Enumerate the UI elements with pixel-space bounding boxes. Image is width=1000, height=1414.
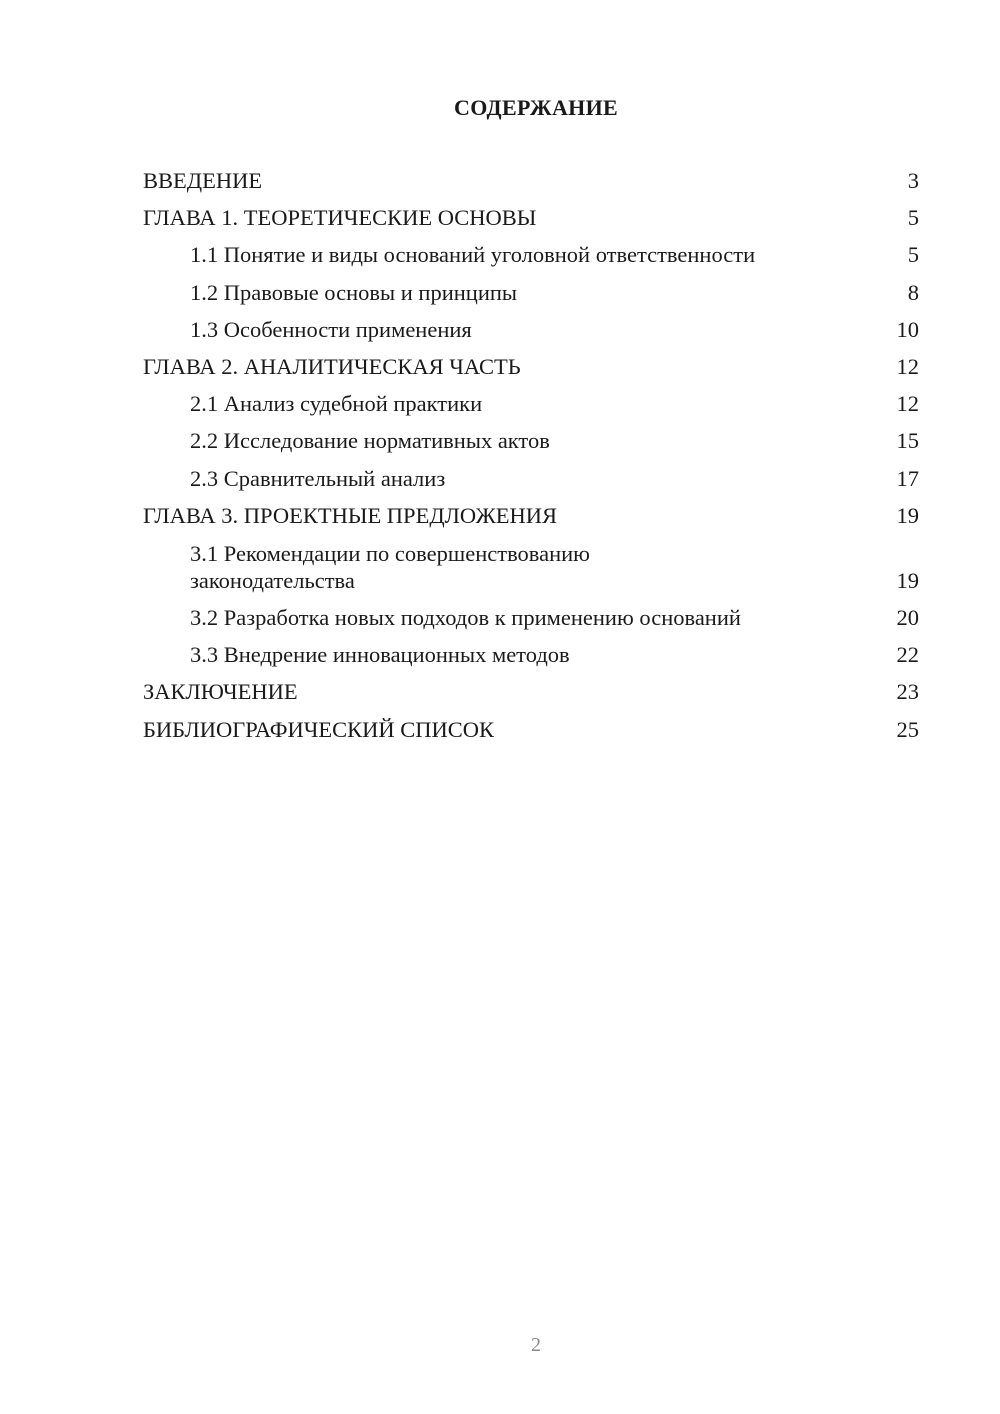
toc-entry-label: 3.2 Разработка новых подходов к применению оснований [190,605,741,631]
toc-entry-label: 2.1 Анализ судебной практики [190,391,483,417]
toc-entry-label: БИБЛИОГРАФИЧЕСКИЙ СПИСОК [143,716,495,742]
toc-entry-section-1-2 [143,280,919,306]
toc-entry-page: 19 [896,502,919,528]
toc-entry-page: 3 [907,168,919,193]
toc-entry-chapter-1 [143,205,919,231]
toc-entry-section-3-3 [143,642,919,668]
toc-entry-section-1-3 [143,317,919,343]
table-of-contents [143,168,919,754]
toc-entry-chapter-3 [143,503,919,529]
toc-entry-page: 5 [907,242,919,268]
toc-entry-bibliography [143,717,919,743]
toc-entry-page: 25 [896,716,919,742]
toc-entry-chapter-2 [143,354,919,380]
toc-entry-page: 5 [907,205,919,231]
toc-entry-page: 15 [896,428,919,454]
toc-entry-conclusion [143,679,919,705]
toc-entry-label: ВВЕДЕНИЕ [143,168,263,193]
page-number: 2 [531,1334,541,1356]
toc-entry-page: 20 [896,605,919,631]
toc-entry-label: 3.3 Внедрение инновационных методов [190,642,570,668]
toc-entry-label: 3.1 Рекомендации по совершенствованию законодательства [190,540,590,593]
toc-entry-label: 2.3 Сравнительный анализ [190,465,446,491]
toc-entry-page: 17 [896,465,919,491]
toc-entry-section-3-2 [143,605,919,631]
toc-entry-label: ГЛАВА 2. АНАЛИТИЧЕСКАЯ ЧАСТЬ [143,353,521,379]
toc-entry-page: 19 [896,567,919,593]
toc-entry-section-1-1 [143,242,919,268]
toc-entry-page: 12 [896,391,919,417]
toc-entry-page: 8 [907,279,919,305]
toc-entry-section-2-2 [143,428,919,454]
toc-entry-page: 22 [896,642,919,668]
toc-entry-introduction [143,168,919,194]
toc-entry-label: 1.1 Понятие и виды оснований уголовной ответственности [190,242,756,268]
toc-entry-page: 23 [896,679,919,705]
toc-entry-label: 2.2 Исследование нормативных актов [190,428,550,454]
toc-entry-label: ГЛАВА 1. ТЕОРЕТИЧЕСКИЕ ОСНОВЫ [143,205,537,231]
toc-entry-page: 10 [896,316,919,342]
toc-entry-section-2-1 [143,391,919,417]
toc-entry-section-3-1 [143,540,919,594]
toc-entry-page: 12 [896,353,919,379]
toc-entry-label: 1.2 Правовые основы и принципы [190,279,518,305]
toc-entry-label: ГЛАВА 3. ПРОЕКТНЫЕ ПРЕДЛОЖЕНИЯ [143,502,558,528]
toc-entry-label: ЗАКЛЮЧЕНИЕ [143,679,298,705]
page-title: СОДЕРЖАНИЕ [454,95,618,120]
toc-entry-label: 1.3 Особенности применения [190,316,472,342]
toc-entry-section-2-3 [143,466,919,492]
